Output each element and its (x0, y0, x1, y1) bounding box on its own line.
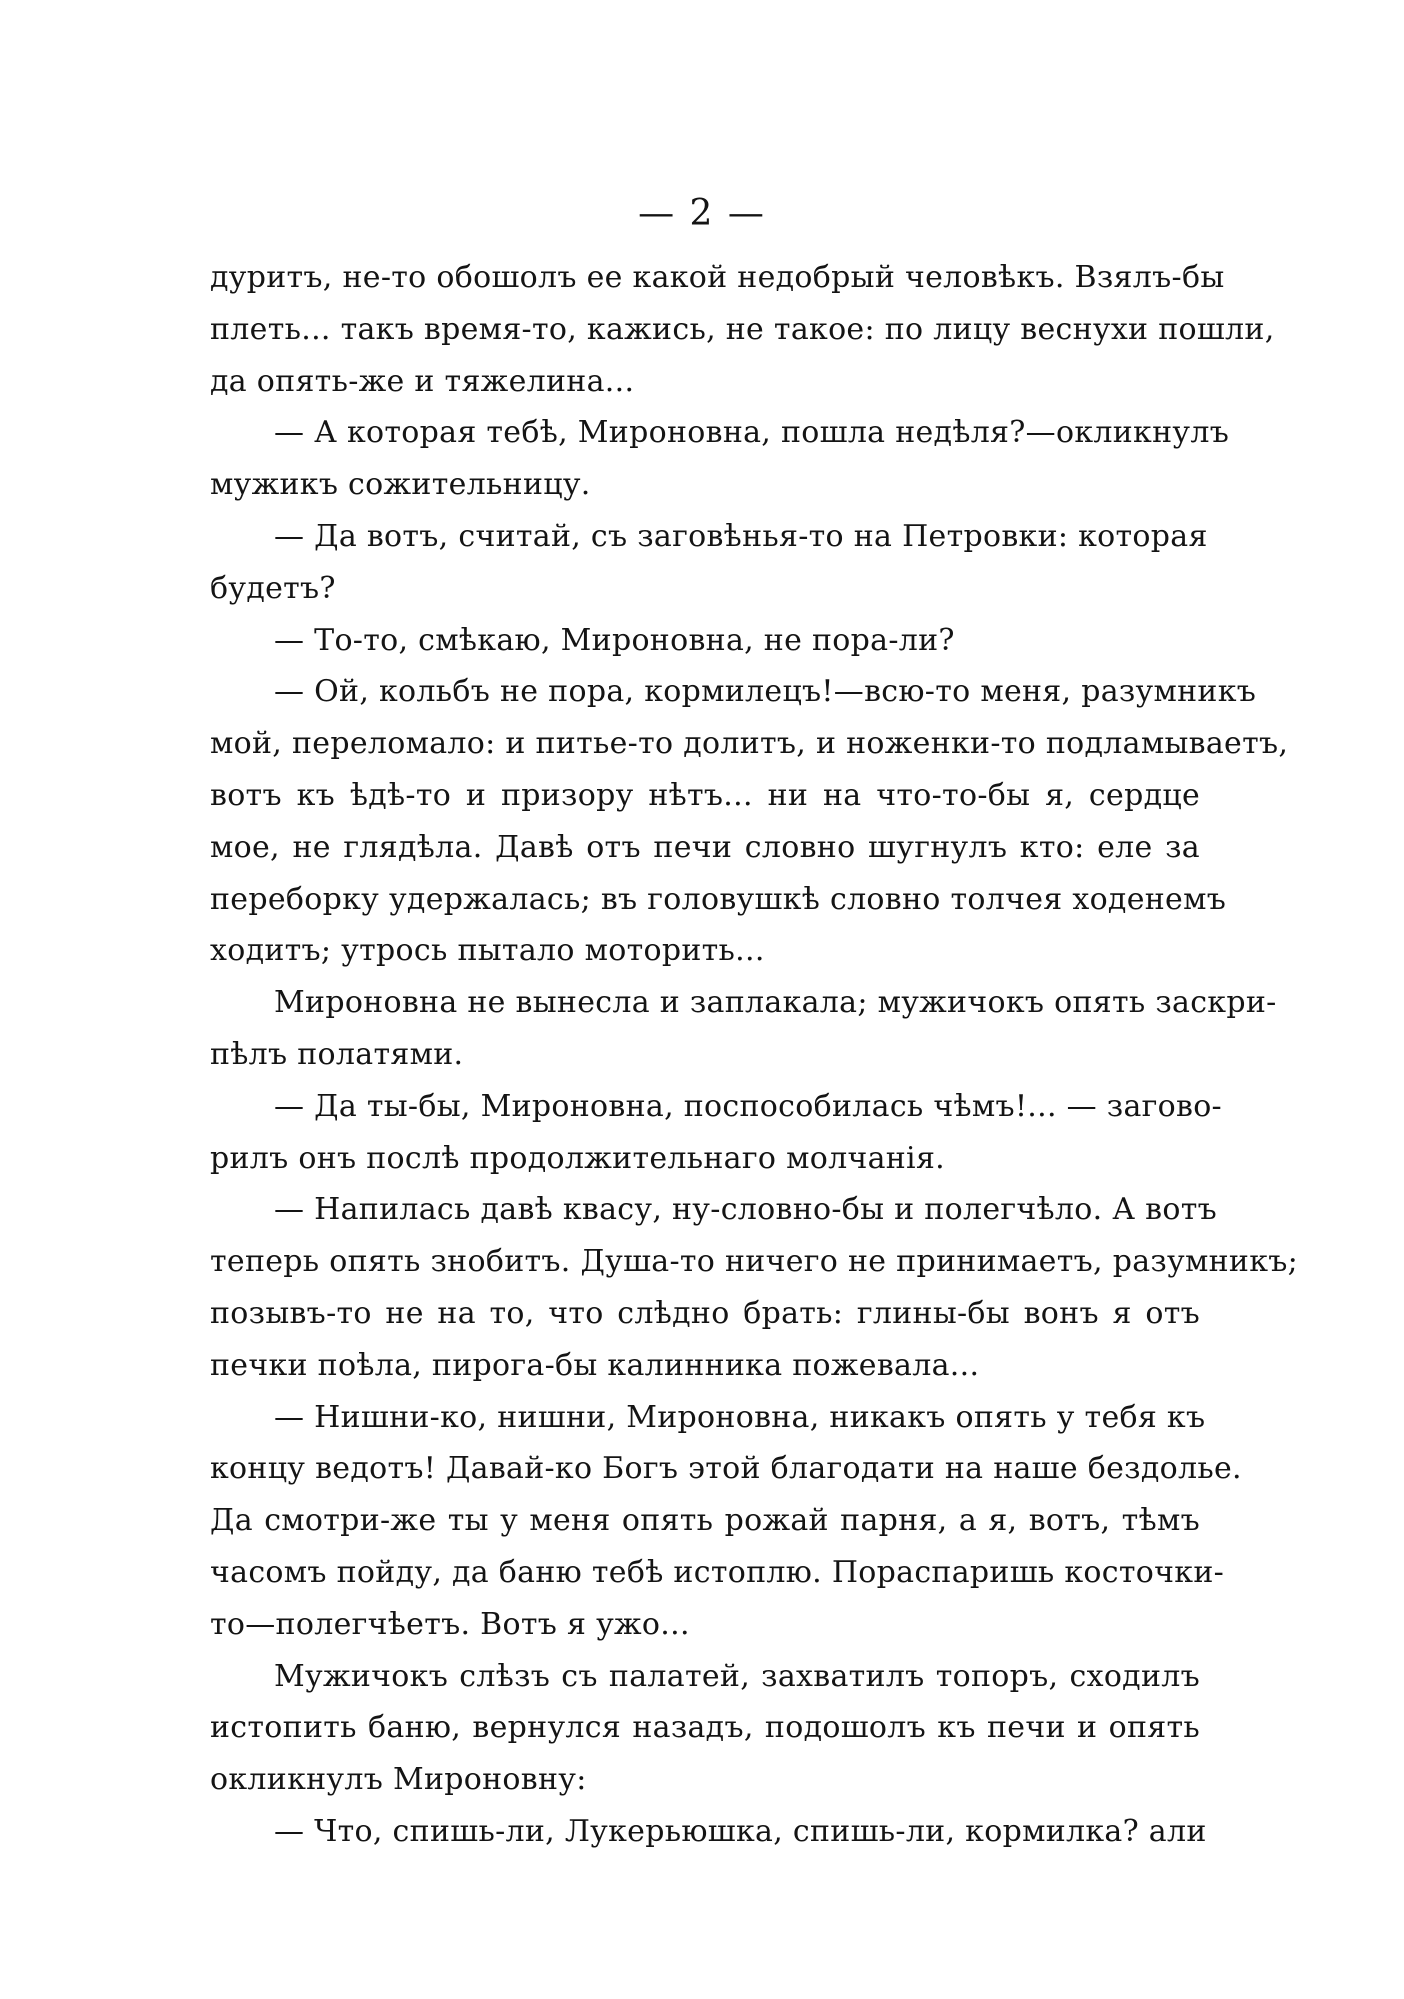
text-line: рилъ онъ послѣ продолжительнаго молчанія. (210, 1140, 946, 1176)
page-number: — 2 — (638, 193, 766, 234)
text-line: вотъ къ ѣдѣ-то и призору нѣтъ... ни на что-то-бы я, сердце (210, 777, 1200, 813)
text-line: Да смотри-же ты у меня опять рожай парня, а я, вотъ, тѣмъ (210, 1503, 1200, 1539)
text-line: теперь опять знобитъ. Душа-то ничего не принимаетъ, разумникъ; (210, 1244, 1299, 1280)
text-line: печки поѣла, пирога-бы калинника пожевала... (210, 1347, 980, 1383)
text-line: Мироновна не вынесла и заплакала; мужичокъ опять заскри- (274, 985, 1277, 1021)
text-line: — Да вотъ, считай, съ заговѣнья-то на Петровки: которая (274, 518, 1208, 554)
text-line: истопить баню, вернулся назадъ, подошолъ къ печи и опять (210, 1710, 1200, 1746)
text-line: — Что, спишь-ли, Лукерьюшка, спишь-ли, кормилка? али (274, 1813, 1207, 1849)
text-line: мой, переломало: и питье-то долитъ, и ноженки-то подламываетъ, (210, 726, 1289, 762)
text-line: пѣлъ полатями. (210, 1036, 464, 1072)
text-line: концу ведотъ! Давай-ко Богъ этой благодати на наше бездолье. (210, 1451, 1242, 1487)
text-line: плеть... такъ время-то, кажись, не такое: по лицу веснухи пошли, (210, 311, 1275, 347)
text-line: — Нишни-ко, нишни, Мироновна, никакъ опять у тебя къ (274, 1399, 1206, 1435)
text-line: часомъ пойду, да баню тебѣ истоплю. Пораспаришь косточки- (210, 1554, 1225, 1590)
text-line: мое, не глядѣла. Давѣ отъ печи словно шугнулъ кто: еле за (210, 829, 1200, 865)
text-line: позывъ-то не на то, что слѣдно брать: глины-бы вонъ я отъ (210, 1295, 1200, 1331)
text-line: дуритъ, не-то обошолъ ее какой недобрый человѣкъ. Взялъ-бы (210, 260, 1225, 295)
text-line: переборку удержалась; въ головушкѣ словно толчея ходенемъ (210, 881, 1227, 917)
text-line: — Напилась давѣ квасу, ну-словно-бы и полегчѣло. А вотъ (274, 1192, 1217, 1228)
text-line: мужикъ сожительницу. (210, 467, 591, 503)
body-text (210, 252, 1299, 1858)
text-line: ходитъ; утрось пытало моторить... (210, 933, 765, 969)
text-line: — То-то, смѣкаю, Мироновна, не пора-ли? (274, 622, 955, 658)
text-line: то—полегчѣетъ. Вотъ я ужо... (210, 1606, 690, 1642)
text-line: Мужичокъ слѣзъ съ палатей, захватилъ топоръ, сходилъ (274, 1658, 1200, 1694)
text-line: будетъ? (210, 570, 336, 606)
text-line: да опять-же и тяжелина... (210, 363, 635, 399)
text-line: — Да ты-бы, Мироновна, поспособилась чѣмъ!... — загово- (274, 1088, 1222, 1124)
text-line: — А которая тебѣ, Мироновна, пошла недѣля?—окликнулъ (274, 415, 1230, 451)
text-line: — Ой, кольбъ не пора, кормилецъ!—всю-то меня, разумникъ (274, 674, 1257, 710)
text-line: окликнулъ Мироновну: (210, 1762, 587, 1798)
